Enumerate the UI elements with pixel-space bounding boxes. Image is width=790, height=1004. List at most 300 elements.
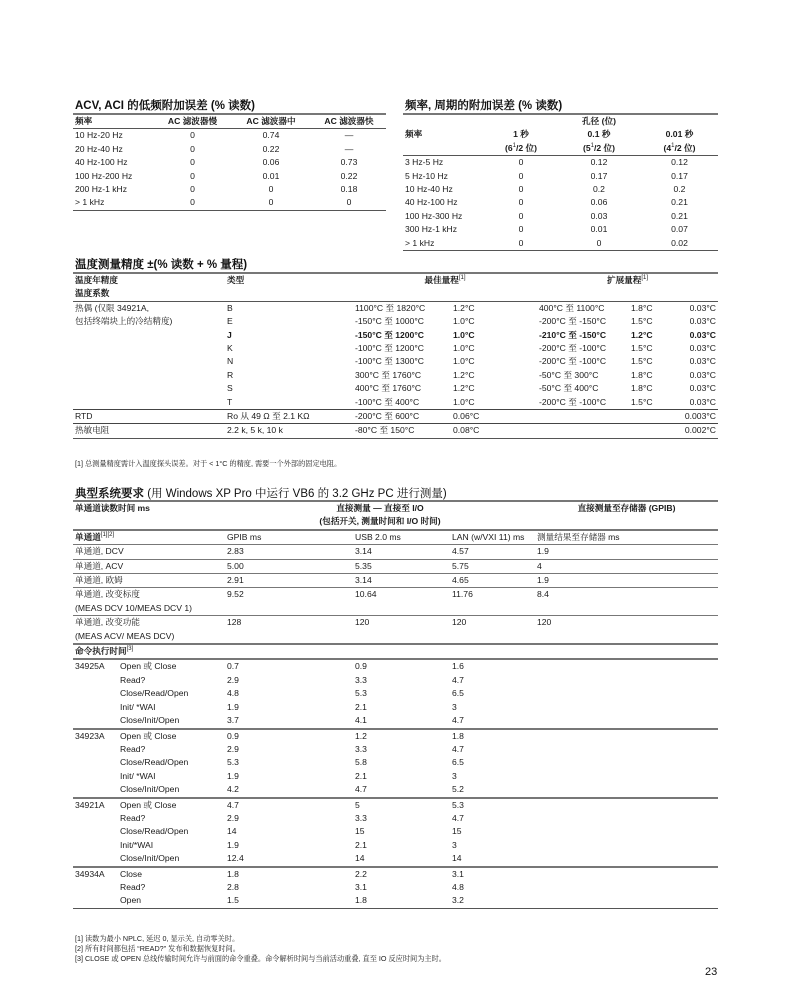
lan-value: 3.2 [452, 895, 464, 906]
rtd-tempco: 0.003°C [684, 411, 716, 422]
temp-table-title: 温度测量精度 ±(% 读数 + % 量程) [75, 259, 248, 271]
usb-value: 14 [355, 853, 365, 864]
mem-value [535, 881, 718, 894]
lan-value: 3 [452, 701, 457, 712]
thermocouple-type: B [227, 302, 233, 313]
mem-value [535, 839, 718, 852]
single-channel-label [73, 588, 225, 616]
sys-single-body [73, 545, 718, 644]
acv-cell: 0.73 [340, 157, 358, 168]
temp-table [73, 272, 718, 439]
single-channel-row [73, 559, 718, 573]
label-line1: 单通道, 欧姆 [75, 575, 123, 586]
sys-footnote-3: [3] CLOSE 或 OPEN 总线传输时间允许与前面的命令重叠。命令解析时间与当前活动重叠, 直至 IO 反应时间为主时。 [75, 954, 446, 963]
tempco: 0.03°C [689, 396, 716, 407]
command-name: Init/ *WAI [120, 701, 156, 712]
thermocouple-label [73, 382, 225, 395]
lan-value: 5.75 [452, 560, 469, 571]
freq-cell: 0.21 [671, 210, 688, 221]
lan-value: 4.7 [452, 674, 464, 685]
best-accuracy: 1.0°C [453, 396, 475, 407]
sys-cmd-body [73, 659, 718, 908]
best-accuracy: 1.0°C [453, 316, 475, 327]
module-model [73, 839, 118, 852]
command-name: Close/Init/Open [120, 715, 180, 726]
sys-header-single: 单通道[1][2] [75, 531, 115, 542]
tempco: 0.03°C [689, 316, 716, 327]
acv-cell: 0.18 [340, 184, 358, 195]
freq-header-1s-digits: ($6^1/2$ 位) [504, 142, 537, 153]
command-name: Read? [120, 812, 146, 823]
gpib-value: 4.8 [227, 688, 239, 699]
gpib-value: 0.9 [227, 730, 239, 741]
ext-accuracy: 1.8°C [631, 383, 653, 394]
acv-cell: 10 Hz-20 Hz [75, 130, 123, 141]
thermocouple-row [73, 342, 718, 355]
freq-cell: 300 Hz-1 kHz [405, 224, 458, 235]
lan-value: 14 [452, 853, 462, 864]
mem-value [535, 812, 718, 825]
tempco: 0.03°C [689, 343, 716, 354]
freq-cell: 100 Hz-300 Hz [405, 210, 463, 221]
command-name: Open 或 Close [120, 799, 177, 810]
mem-value [535, 729, 718, 743]
command-row [73, 894, 718, 908]
lan-value: 11.76 [452, 589, 473, 600]
thermistor-label: 热敏电阻 [75, 425, 110, 436]
ext-accuracy: 1.5°C [631, 396, 653, 407]
rtd-best-range: -200°C 至 600°C [355, 411, 420, 422]
sys-table [73, 500, 718, 909]
sys-header-direct-mem: 直接测量至存储器 (GPIB) [577, 503, 676, 513]
freq-row [403, 170, 718, 183]
label-line1: 单通道, ACV [75, 560, 124, 571]
freq-cell: 0 [518, 170, 524, 181]
freq-cell: 10 Hz-40 Hz [405, 184, 453, 195]
thermistor-best-range: -80°C 至 150°C [355, 425, 415, 436]
gpib-value: 2.9 [227, 812, 239, 823]
sys-header-usb: USB 2.0 ms [355, 531, 401, 542]
temp-header-accuracy: 温度年精度 [75, 275, 118, 285]
ext-range: -50°C 至 400°C [539, 383, 599, 394]
acv-cell: 0 [346, 197, 352, 208]
freq-cell: > 1 kHz [405, 237, 435, 248]
module-model [73, 756, 118, 769]
ext-accuracy: 1.5°C [631, 356, 653, 367]
command-row [73, 867, 718, 881]
acv-cell: — [344, 130, 354, 141]
acv-row [73, 183, 386, 196]
usb-value: 2.1 [355, 701, 367, 712]
best-accuracy: 1.0°C [453, 343, 475, 354]
gpib-value: 1.9 [227, 839, 239, 850]
usb-value: 3.14 [355, 546, 372, 557]
ext-accuracy: 1.2°C [631, 329, 653, 340]
best-accuracy: 1.2°C [453, 369, 475, 380]
mem-value [535, 798, 718, 812]
usb-value: 3.3 [355, 812, 367, 823]
mem-value [535, 867, 718, 881]
mem-value [535, 674, 718, 687]
usb-value: 5.8 [355, 757, 367, 768]
mem-value [535, 714, 718, 728]
command-name: Read? [120, 743, 146, 754]
command-name: Read? [120, 674, 146, 685]
acv-cell: 0 [190, 197, 195, 208]
rtd-best-acc: 0.06°C [453, 411, 480, 422]
lan-value: 4.7 [452, 715, 464, 726]
acv-row [73, 129, 386, 143]
thermistor-best-acc: 0.08°C [453, 425, 480, 436]
lan-value: 1.6 [452, 661, 464, 672]
module-model [73, 770, 118, 783]
thermocouple-type: R [227, 369, 234, 380]
sys-header-direct-io: 直接测量 — 直接至 I/O (包括开关, 测量时间和 I/O 时间) [319, 503, 441, 527]
acv-cell: 0 [190, 184, 195, 195]
command-name: Close/Init/Open [120, 853, 180, 864]
thermocouple-row [73, 396, 718, 410]
command-name: Open [120, 895, 142, 906]
module-model: 34923A [75, 730, 105, 741]
usb-value: 1.8 [355, 895, 367, 906]
temp-header-tempco: 温度系数 [75, 288, 110, 299]
acv-row [73, 156, 386, 169]
label-line2: (MEAS DCV 10/MEAS DCV 1) [75, 602, 192, 613]
ext-accuracy: 1.8°C [631, 369, 653, 380]
module-model: 34934A [75, 868, 105, 879]
ext-accuracy: 1.8°C [631, 302, 653, 313]
acv-table-body [73, 129, 386, 210]
label-line2: (MEAS ACV/ MEAS DCV) [75, 630, 175, 641]
thermocouple-type: E [227, 316, 233, 327]
command-row [73, 852, 718, 866]
freq-header-001s: 0.01 秒 [665, 129, 694, 140]
usb-value: 5.3 [355, 688, 367, 699]
lan-value: 3.1 [452, 868, 464, 879]
freq-cell: 0.21 [671, 197, 688, 208]
usb-value: 5.35 [355, 560, 372, 571]
best-range: -150°C 至 1000°C [355, 316, 424, 327]
freq-cell: 0.12 [671, 157, 688, 168]
ext-range: 400°C 至 1100°C [539, 302, 605, 313]
gpib-value: 14 [227, 826, 237, 837]
rtd-label: RTD [75, 411, 93, 422]
usb-value: 3.1 [355, 881, 367, 892]
thermocouple-row [73, 301, 718, 315]
usb-value: 3.14 [355, 575, 372, 586]
best-range: -150°C 至 1200°C [355, 329, 424, 340]
freq-row [403, 237, 718, 251]
best-range: -100°C 至 1200°C [355, 343, 424, 354]
ext-accuracy: 1.5°C [631, 316, 653, 327]
command-row [73, 743, 718, 756]
gpib-value: 5.3 [227, 757, 239, 768]
freq-cell: 0.12 [590, 157, 608, 168]
command-row [73, 701, 718, 714]
command-row [73, 770, 718, 783]
command-row [73, 825, 718, 838]
usb-value: 4.7 [355, 784, 367, 795]
tempco: 0.03°C [689, 329, 716, 340]
acv-cell: 0 [190, 157, 195, 168]
thermocouple-label [73, 369, 225, 382]
freq-cell: 0.03 [590, 210, 608, 221]
gpib-value: 128 [227, 617, 242, 628]
freq-cell: 0.17 [671, 170, 688, 181]
usb-value: 4.1 [355, 715, 367, 726]
usb-value: 5 [355, 799, 360, 810]
lan-value: 6.5 [452, 688, 464, 699]
single-channel-row [73, 545, 718, 559]
freq-header-freq: 频率 [405, 129, 423, 140]
best-accuracy: 1.2°C [453, 383, 475, 394]
acv-cell: 200 Hz-1 kHz [75, 184, 128, 195]
lan-value: 4.7 [452, 812, 464, 823]
freq-row [403, 156, 718, 170]
best-range: 300°C 至 1760°C [355, 369, 422, 380]
command-name: Init/ *WAI [120, 770, 156, 781]
freq-table-body [403, 156, 718, 251]
thermocouple-type: J [227, 329, 232, 340]
thermocouple-type: N [227, 356, 234, 367]
command-name: Init/*WAI [120, 839, 154, 850]
tempco: 0.03°C [689, 369, 716, 380]
lan-value: 15 [452, 826, 462, 837]
single-channel-label [73, 559, 225, 573]
gpib-value: 12.4 [227, 853, 244, 864]
mem-value: 4 [537, 560, 542, 571]
thermocouple-row [73, 355, 718, 368]
usb-value: 120 [355, 617, 370, 628]
single-channel-row [73, 588, 718, 616]
tempco: 0.03°C [689, 383, 716, 394]
sys-table-title: 典型系统要求 (用 Windows XP Pro 中运行 VB6 的 3.2 GHz PC 进行测量) [75, 488, 447, 500]
gpib-value: 2.83 [227, 546, 244, 557]
thermocouple-row [73, 382, 718, 395]
usb-value: 15 [355, 826, 365, 837]
ext-range: -210°C 至 -150°C [539, 329, 607, 340]
thermocouple-label [73, 396, 225, 410]
sys-header-gpib: GPIB ms [227, 531, 262, 542]
sys-header-mem: 测量结果至存储器 ms [537, 531, 620, 542]
lan-value: 4.57 [452, 546, 469, 557]
tempco: 0.03°C [689, 356, 716, 367]
thermistor-type: 2.2 k, 5 k, 10 k [227, 425, 283, 436]
module-model [73, 674, 118, 687]
command-row [73, 659, 718, 673]
module-model [73, 825, 118, 838]
single-channel-row [73, 574, 718, 588]
acv-cell: 0 [268, 197, 274, 208]
mem-value: 1.9 [537, 575, 549, 586]
freq-row [403, 183, 718, 196]
module-model [73, 881, 118, 894]
mem-value [535, 770, 718, 783]
freq-cell: 5 Hz-10 Hz [405, 170, 448, 181]
command-row [73, 687, 718, 700]
freq-table-title: 频率, 周期的附加误差 (% 读数) [405, 100, 563, 112]
command-row [73, 729, 718, 743]
command-row [73, 839, 718, 852]
gpib-value: 5.00 [227, 560, 244, 571]
freq-cell: 0.2 [593, 184, 605, 195]
freq-cell: 0.17 [590, 170, 608, 181]
gpib-value: 1.5 [227, 895, 239, 906]
rtd-type: Ro 从 49 Ω 至 2.1 KΩ [227, 411, 310, 422]
gpib-value: 0.7 [227, 661, 239, 672]
sys-header-lan: LAN (w/VXI 11) ms [452, 531, 525, 542]
module-model [73, 894, 118, 908]
page-number: 23 [705, 966, 718, 978]
freq-cell: 0 [518, 197, 524, 208]
gpib-value: 9.52 [227, 589, 244, 600]
freq-cell: 40 Hz-100 Hz [405, 197, 458, 208]
acv-cell: 0 [190, 130, 195, 141]
acv-cell: > 1 kHz [75, 197, 105, 208]
acv-cell: 0.74 [262, 130, 280, 141]
acv-cell: 0 [268, 184, 274, 195]
acv-cell: 40 Hz-100 Hz [75, 157, 128, 168]
freq-cell: 0 [518, 184, 524, 195]
module-model [73, 852, 118, 866]
acv-header-slow: AC 滤波器慢 [167, 116, 218, 126]
single-channel-label [73, 616, 225, 644]
freq-cell: 0 [596, 237, 602, 248]
best-range: -100°C 至 400°C [355, 396, 420, 407]
best-accuracy: 1.2°C [453, 302, 475, 313]
thermocouple-type: T [227, 396, 233, 407]
acv-cell: 0.01 [262, 170, 280, 181]
acv-row [73, 170, 386, 183]
single-channel-label [73, 574, 225, 588]
command-row [73, 798, 718, 812]
temp-header-ext-range: 扩展量程[1] [606, 275, 649, 285]
module-model [73, 812, 118, 825]
mem-value [535, 825, 718, 838]
command-name: Read? [120, 881, 146, 892]
freq-cell: 0 [518, 237, 524, 248]
temp-header-best-range: 最佳量程[1] [424, 275, 466, 285]
gpib-value: 2.91 [227, 575, 244, 586]
module-model [73, 701, 118, 714]
sys-cmd-header: 命令执行时间[3] [75, 646, 134, 657]
command-name: Close/Read/Open [120, 688, 189, 699]
gpib-value: 1.9 [227, 770, 239, 781]
gpib-value: 4.2 [227, 784, 239, 795]
gpib-value: 2.8 [227, 881, 239, 892]
module-model: 34921A [75, 799, 105, 810]
command-name: Open 或 Close [120, 661, 177, 672]
best-range: 1100°C 至 1820°C [355, 302, 426, 313]
freq-header-1s: 1 秒 [513, 129, 529, 140]
usb-value: 2.1 [355, 839, 367, 850]
ext-accuracy: 1.5°C [631, 343, 653, 354]
thermistor-tempco: 0.002°C [684, 425, 716, 436]
best-accuracy: 1.0°C [453, 329, 475, 340]
usb-value: 2.1 [355, 770, 367, 781]
acv-header-fast: AC 滤波器快 [324, 116, 374, 126]
lan-value: 5.3 [452, 799, 464, 810]
single-channel-row [73, 616, 718, 644]
freq-header-001s-digits: ($4^1/2$ 位) [663, 142, 696, 153]
mem-value: 1.9 [537, 546, 549, 557]
usb-value: 0.9 [355, 661, 367, 672]
freq-row [403, 196, 718, 209]
mem-value [535, 659, 718, 673]
sys-footnotes [75, 934, 446, 964]
mem-value [535, 852, 718, 866]
freq-cell: 0.06 [590, 197, 608, 208]
module-model: 34925A [75, 661, 105, 672]
acv-row [73, 143, 386, 156]
acv-cell: 0.22 [262, 143, 280, 154]
temp-header-type: 类型 [227, 275, 245, 285]
usb-value: 3.3 [355, 743, 367, 754]
module-model [73, 714, 118, 728]
command-row [73, 783, 718, 797]
thermocouple-row [73, 315, 718, 328]
freq-cell: 3 Hz-5 Hz [405, 157, 444, 168]
thermocouple-label [73, 329, 225, 342]
ext-range: -200°C 至 -150°C [539, 316, 607, 327]
gpib-value: 3.7 [227, 715, 239, 726]
mem-value [535, 756, 718, 769]
freq-cell: 0.2 [673, 184, 686, 195]
usb-value: 1.2 [355, 730, 367, 741]
acv-cell: 100 Hz-200 Hz [75, 170, 133, 181]
lan-value: 3 [452, 839, 457, 850]
acv-cell: 0.22 [340, 170, 358, 181]
freq-header-01s: 0.1 秒 [587, 129, 611, 140]
acv-table-title: ACV, ACI 的低频附加误差 (% 读数) [75, 100, 255, 112]
best-range: 400°C 至 1760°C [355, 383, 422, 394]
thermocouple-label: 包括终端块上的冷结精度) [75, 316, 173, 327]
thermocouple-label [73, 342, 225, 355]
freq-row [403, 210, 718, 223]
command-row [73, 881, 718, 894]
command-row [73, 812, 718, 825]
command-name: Open 或 Close [120, 730, 177, 741]
freq-row [403, 223, 718, 236]
freq-cell: 0 [518, 210, 524, 221]
freq-cell: 0.07 [671, 224, 688, 235]
ext-range: -50°C 至 300°C [539, 369, 599, 380]
mem-value: 120 [537, 617, 552, 628]
gpib-value: 2.9 [227, 674, 239, 685]
lan-value: 5.2 [452, 784, 464, 795]
lan-value: 4.8 [452, 881, 464, 892]
best-accuracy: 1.0°C [453, 356, 475, 367]
thermocouple-row [73, 329, 718, 342]
freq-cell: 0.01 [590, 224, 608, 235]
command-name: Close/Read/Open [120, 826, 189, 837]
gpib-value: 1.9 [227, 701, 239, 712]
tempco: 0.03°C [689, 302, 716, 313]
mem-value [535, 743, 718, 756]
command-row [73, 674, 718, 687]
usb-value: 10.64 [355, 589, 377, 600]
command-name: Close/Init/Open [120, 784, 180, 795]
mem-value [535, 783, 718, 797]
acv-header-freq: 频率 [75, 116, 93, 126]
acv-row [73, 196, 386, 210]
gpib-value: 2.9 [227, 743, 239, 754]
module-model [73, 783, 118, 797]
module-model [73, 687, 118, 700]
freq-cell: 0 [518, 224, 524, 235]
sys-header-readtime: 单通道读数时间 ms [75, 503, 150, 513]
lan-value: 3 [452, 770, 457, 781]
